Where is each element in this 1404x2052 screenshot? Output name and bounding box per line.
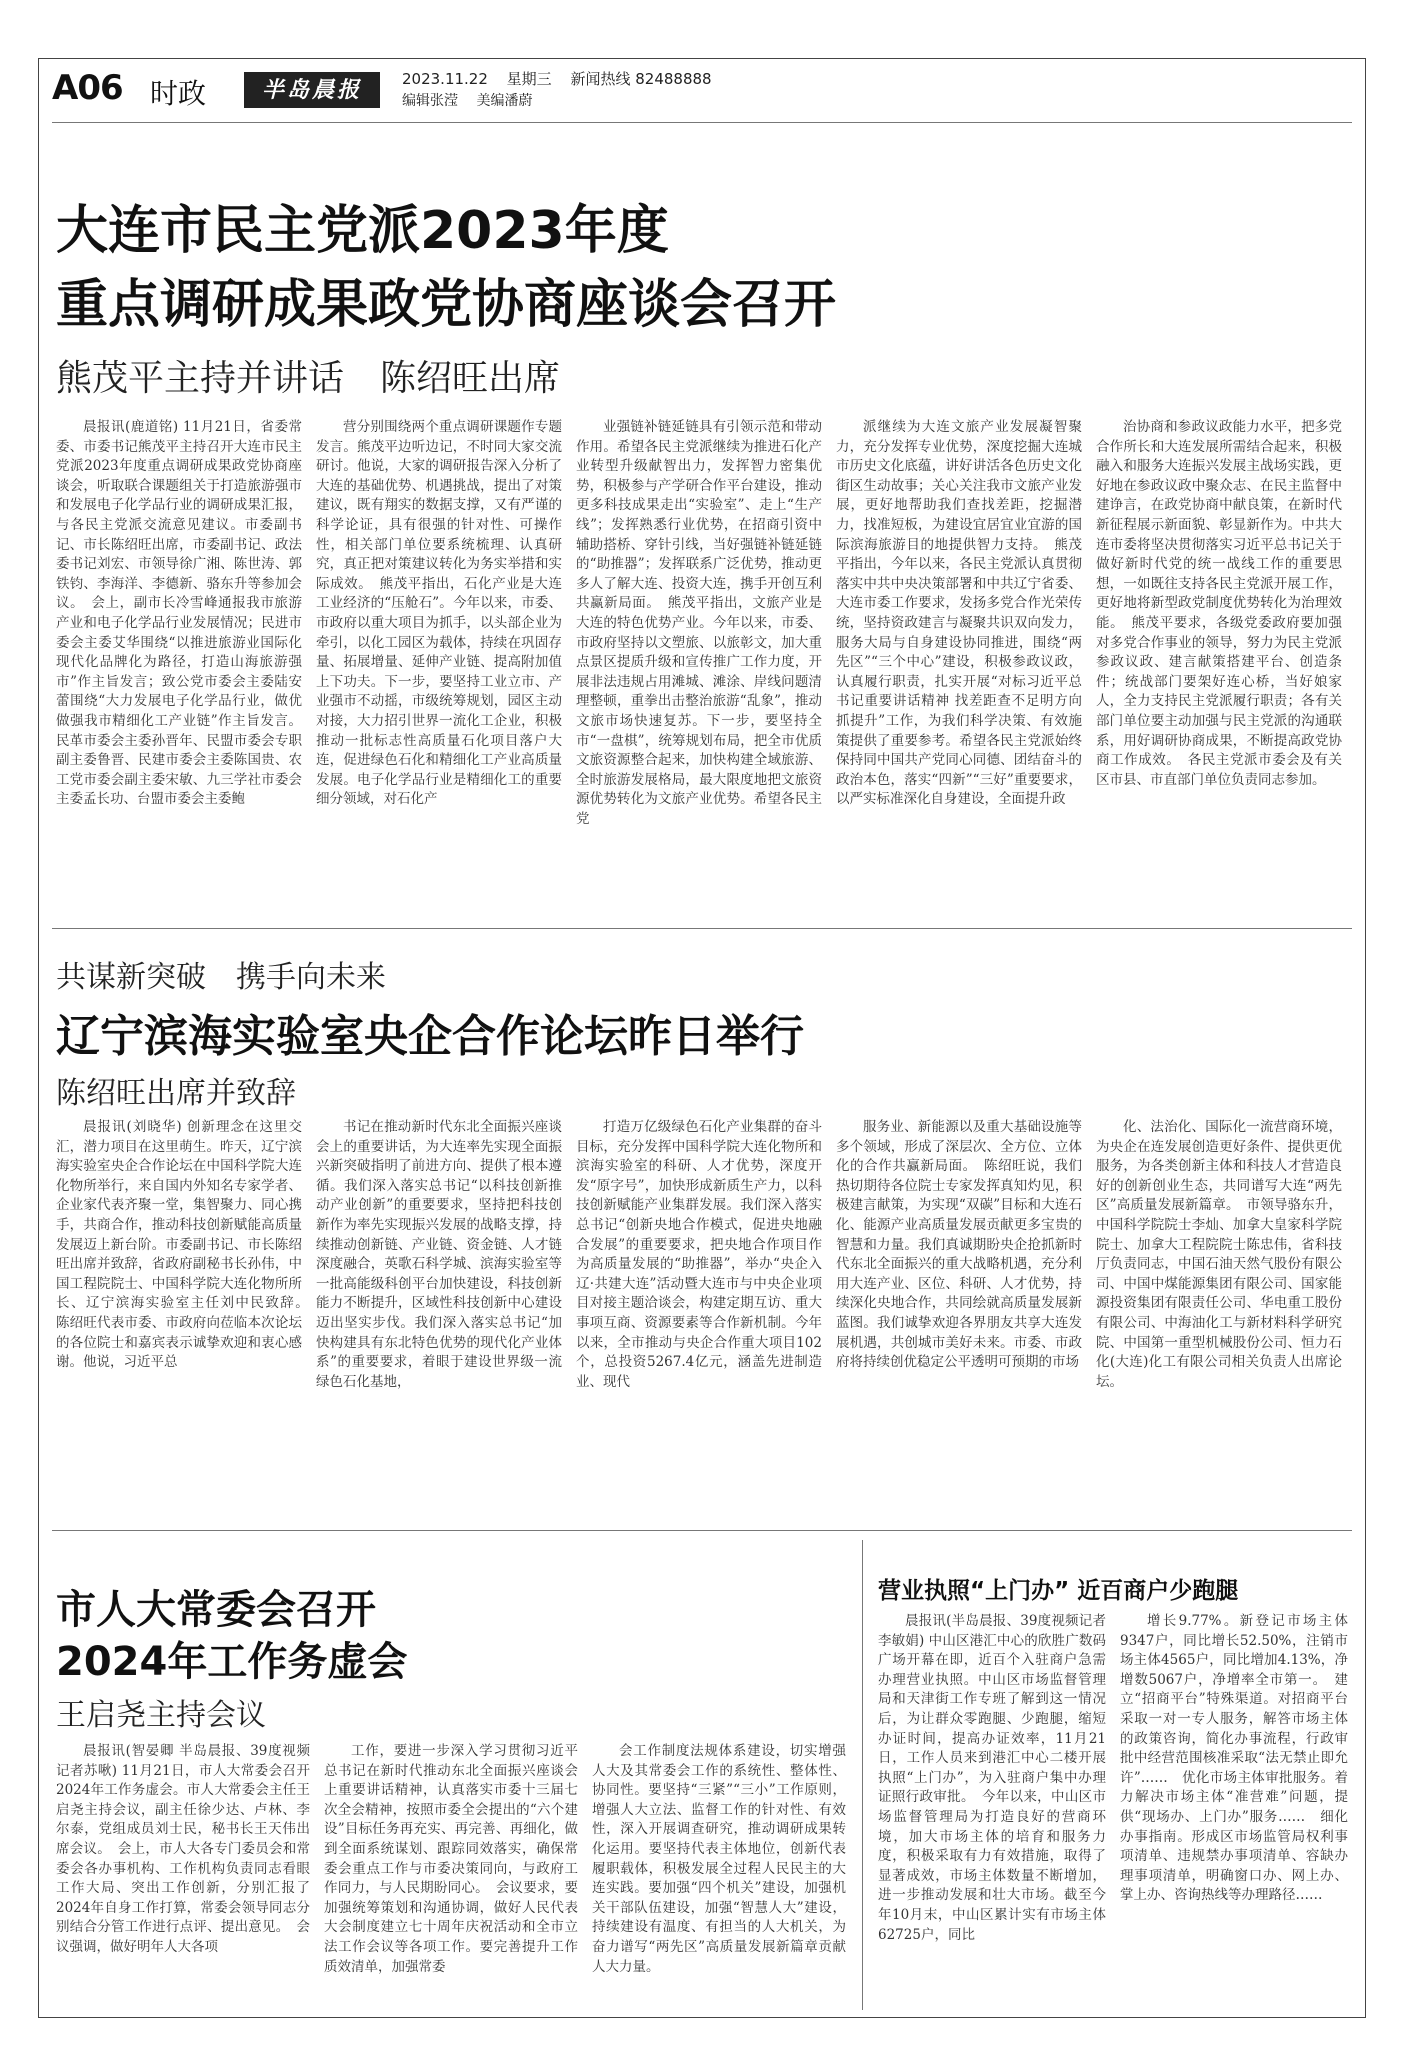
article2-body	[56, 1118, 1348, 1518]
article4-paragraph: 增长9.77%。新登记市场主体9347户，同比增长52.50%，注销市场主体4565户，同比增加4.13%，净增数5067户，净增率全市第一。 建立“招商平台”特殊渠道。对招商平台采取一对一专人服务，解答市场主体的政策咨询，简化办事流程，行政审批中经营范围核准采取“法无禁止即允许”…… 优化市场主体审批服务。着力解决市场主体“准营难”问题，提供“现场办、上门办”服务…… 细化办事指南。形成区市场监管局权利事项清单、违规禁办事项清单、容缺办理事项清单，明确窗口办、网上办、掌上办、咨询热线等办理路径……	[1120, 1613, 1348, 1904]
article2-column	[836, 1118, 1082, 1518]
article1-column	[836, 418, 1082, 908]
article1-paragraph: 治协商和参政议政能力水平，把多党合作所长和大连发展所需结合起来，积极融入和服务大连振兴发展主战场实践，更好地在参政议政中聚众志、在民主监督中建诤言，在政党协商中献良策，在新时代新征程展示新面貌、彰显新作为。中共大连市委将坚决贯彻落实习近平总书记关于做好新时代党的统一战线工作的重要思想，一如既往支持各民主党派开展工作，更好地将新型政党制度优势转化为治理效能。 熊茂平要求，各级党委政府要加强对多党合作事业的领导，努力为民主党派参政议政、建言献策搭建平台、创造条件；统战部门要架好连心桥，当好娘家人，全力支持民主党派履行职责；各有关部门单位要主动加强与民主党派的沟通联系，用好调研协商成果，不断提高政党协商工作成效。 各民主党派市委会及有关区市县、市直部门单位负责同志参加。	[1096, 419, 1342, 788]
article3-body	[56, 1742, 846, 2008]
article3-title-line2: 2024年工作务虚会	[56, 1639, 408, 1685]
article4-column	[1120, 1612, 1348, 2008]
article3-column	[56, 1742, 310, 2008]
masthead	[52, 66, 1352, 118]
editor-credit: 编辑张滢	[402, 93, 458, 109]
masthead-rule	[52, 122, 1352, 123]
article1-title-line1: 大连市民主党派2023年度	[56, 201, 669, 261]
article2-paragraph: 书记在推动新时代东北全面振兴座谈会上的重要讲话，为大连率先实现全面振兴新突破指明了前进方向、提供了根本遵循。我们深入落实总书记“以科技创新推动产业创新”的重要要求，坚持把科技创新作为率先实现振兴发展的战略支撑，持续推动创新链、产业链、资金链、人才链深度融合，英歌石科学城、滨海实验室等一批高能级科创平台加快建设，科技创新能力不断提升，区域性科技创新中心建设迈出坚实步伐。我们深入落实总书记“加快构建具有东北特色优势的现代化产业体系”的重要要求，着眼于建设世界级一流绿色石化基地，	[316, 1119, 562, 1390]
issue-meta	[402, 68, 726, 89]
article4-body	[878, 1612, 1348, 2008]
article1-paragraph: 业强链补链延链具有引领示范和带动作用。希望各民主党派继续为推进石化产业转型升级献智出力，发挥智力密集优势，积极参与产学研合作平台建设，推动更多科技成果走出“实验室”、走上“生产线”；发挥熟悉行业优势，在招商引资中辅助搭桥、穿针引线，当好强链补链延链的“助推器”；发挥联系广泛优势，推动更多人了解大连、投资大连，携手开创互利共赢新局面。 熊茂平指出，文旅产业是大连的特色优势产业。今年以来，市委、市政府坚持以文塑旅、以旅彰文，加大重点景区提质升级和宣传推广工作力度，开展非法违规占用滩城、滩涂、岸线问题清理整顿，重拳出击整治旅游“乱象”，推动文旅市场快速复苏。下一步，要坚持全市“一盘棋”，统筹规划布局，把全市优质文旅资源整合起来，加快构建全域旅游、全时旅游发展格局，最大限度地把文旅资源优势转化为文旅产业优势。希望各民主党	[576, 419, 822, 827]
page-number: A06	[52, 68, 123, 108]
designer-credit: 美编潘蔚	[476, 93, 533, 109]
article3-column	[324, 1742, 578, 2008]
news-hotline: 新闻热线 82488888	[570, 70, 712, 88]
article2-title: 辽宁滨海实验室央企合作论坛昨日举行	[56, 1011, 804, 1062]
issue-weekday: 星期三	[506, 70, 552, 88]
section-name: 时政	[150, 77, 207, 110]
article1-subtitle: 熊茂平主持并讲话 陈绍旺出席	[56, 358, 561, 399]
article1-column	[56, 418, 302, 908]
article4-paragraph: 晨报讯(半岛晨报、39度视频记者李敏娟) 中山区港汇中心的欣胜广数码广场开幕在即，近百个入驻商户急需办理营业执照。中山区市场监督管理局和天津街工作专班了解到这一情况后，为让群众零跑腿、少跑腿，缩短办证时间，提高办证效率，11月21日，工作人员来到港汇中心二楼开展执照“上门办”，为入驻商户集中办理证照行政审批。 今年以来，中山区市场监督管理局为打造良好的营商环境，加大市场主体的培育和服务力度，积极采取有力有效措施，取得了显著成效，市场主体数量不断增加，进一步推动发展和壮大市场。截至今年10月末，中山区累计实有市场主体62725户，同比	[878, 1613, 1106, 1943]
article1-body	[56, 418, 1348, 908]
article2-kicker: 共谋新突破 携手向未来	[56, 960, 386, 995]
article1-paragraph: 派继续为大连文旅产业发展凝智聚力，充分发挥专业优势，深度挖掘大连城市历史文化底蕴，讲好讲活各色历史文化街区生动故事；关心关注我市文旅产业发展，更好地帮助我们查找差距，挖掘潜力，找准短板，为建设宜居宜业宜游的国际滨海旅游目的地提供智力支持。 熊茂平指出，今年以来，各民主党派认真贯彻落实中共中央决策部署和中共辽宁省委、大连市委工作要求，发扬多党合作光荣传统，坚持资政建言与凝聚共识双向发力，服务大局与自身建设协同推进，围绕“两先区”“三个中心”建设，积极参政议政，认真履行职责，扎实开展“对标习近平总书记重要讲话精神 找差距查不足明方向抓提升”工作，为我们科学决策、有效施策提供了重要参考。希望各民主党派始终保持同中国共产党同心同德、团结奋斗的政治本色，落实“四新”“三好”重要要求，以严实标准深化自身建设，全面提升政	[836, 419, 1082, 808]
article4-column	[878, 1612, 1106, 2008]
article3-subtitle: 王启尧主持会议	[56, 1698, 266, 1733]
article2-paragraph: 服务业、新能源以及重大基础设施等多个领域，形成了深层次、全方位、立体化的合作共赢新局面。 陈绍旺说，我们热切期待各位院士专家发挥真知灼见，积极建言献策，为实现“双碳”目标和大连石化、能源产业高质量发展贡献更多宝贵的智慧和力量。我们真诚期盼央企抢抓新时代东北全面振兴的重大战略机遇，充分利用大连产业、区位、科研、人才优势，持续深化央地合作，共同绘就高质量发展新蓝图。我们诚挚欢迎各界朋友共享大连发展机遇，共创城市美好未来。市委、市政府将持续创优稳定公平透明可预期的市场	[836, 1119, 1082, 1371]
article2-column	[56, 1118, 316, 1518]
article2-paragraph: 晨报讯(刘晓华) 创新理念在这里交汇，潜力项目在这里萌生。昨天，辽宁滨海实验室央企合作论坛在中国科学院大连化物所举行，来自国内外知名专家学者、企业家代表齐聚一堂，集智聚力、同心携手，共商合作，推动科技创新赋能高质量发展迈上新台阶。市委副书记、市长陈绍旺出席并致辞，省政府副秘书长孙伟，中国工程院院士、中国科学院大连化物所所长、辽宁滨海实验室主任刘中民致辞。 陈绍旺代表市委、市政府向莅临本次论坛的各位院士和嘉宾表示诚挚欢迎和衷心感谢。他说，习近平总	[56, 1119, 316, 1371]
article2-paragraph: 打造万亿级绿色石化产业集群的奋斗目标，充分发挥中国科学院大连化物所和滨海实验室的科研、人才优势，深度开发“原字号”，加快形成新质生产力，以科技创新赋能产业集群发展。我们深入落实总书记“创新央地合作模式，促进央地融合发展”的重要要求，把央地合作项目作为高质量发展的“助推器”，举办“央企入辽·共建大连”活动暨大连市与中央企业项目对接主题洽谈会，构建定期互访、重大事项互商、资源要素等合作新机制。今年以来，全市推动与央企合作重大项目102个，总投资5267.4亿元，涵盖先进制造业、现代	[576, 1119, 822, 1390]
article1-column	[316, 418, 562, 908]
article2-paragraph: 化、法治化、国际化一流营商环境，为央企在连发展创造更好条件、提供更优服务，为各类创新主体和科技人才营造良好的创新创业生态，共同谱写大连“两先区”高质量发展新篇章。 市领导骆东升，中国科学院院士李灿、加拿大皇家科学院院士、加拿大工程院院士陈忠伟，省科技厅负责同志，中国石油天然气股份有限公司、中国中煤能源集团有限公司、国家能源投资集团有限责任公司、华电重工股份有限公司、中海油化工与新材料科学研究院、中国第一重型机械股份公司、恒力石化(大连)化工有限公司相关负责人出席论坛。	[1096, 1119, 1342, 1390]
article1-title-line2: 重点调研成果政党协商座谈会召开	[56, 275, 837, 335]
article1-paragraph: 晨报讯(鹿道铭) 11月21日，省委常委、市委书记熊茂平主持召开大连市民主党派2023年度重点调研成果政党协商座谈会，听取联合课题组关于打造旅游强市和发展电子化学品行业的调研成果汇报，与各民主党派交流意见建议。市委副书记、市长陈绍旺出席，市委副书记、政法委书记刘宏、市领导徐广湘、陈世涛、郭铁钧、李海洋、李德新、骆东升等参加会议。 会上，副市长冷雪峰通报我市旅游产业和电子化学品行业发展情况；民进市委会主委艾华围绕“以推进旅游业国际化现代化品牌化为路径，打造山海旅游强市”作主旨发言；致公党市委会主委陆安蕾围绕“大力发展电子化学品行业，做优做强我市精细化工产业链”作主旨发言。民革市委会主委孙晋年、民盟市委会专职副主委鲁晋、民建市委会主委陈国贵、农工党市委会副主委宋敏、九三学社市委会主委孟长功、台盟市委会主委鲍	[56, 419, 302, 808]
article1-column	[1096, 418, 1342, 908]
column-rule	[862, 1540, 863, 2010]
article2-column	[1096, 1118, 1342, 1518]
article4-title: 营业执照“上门办” 近百商户少跑腿	[878, 1578, 1239, 1604]
article3-title-line1: 市人大常委会召开	[56, 1587, 376, 1633]
article1-column	[576, 418, 822, 908]
article2-column	[576, 1118, 822, 1518]
article2-column	[316, 1118, 562, 1518]
article3-paragraph: 会工作制度法规体系建设，切实增强人大及其常委会工作的系统性、整体性、协同性。要坚持“三紧”“三小”工作原则，增强人大立法、监督工作的针对性、有效性，深入开展调查研究，推动调研成果转化运用。要坚持代表主体地位，创新代表履职载体，积极发展全过程人民民主的大连实践。要加强“四个机关”建设，加强机关干部队伍建设，加强“智慧人大”建设，持续建设有温度、有担当的人大机关，为奋力谱写“两先区”高质量发展新篇章贡献人大力量。	[592, 1743, 846, 1975]
article2-subtitle: 陈绍旺出席并致辞	[56, 1076, 296, 1111]
article3-column	[592, 1742, 846, 2008]
section-rule	[52, 928, 1352, 929]
article3-paragraph: 晨报讯(智晏卿 半岛晨报、39度视频记者苏啾) 11月21日，市人大常委会召开2024年工作务虚会。市人大常委会主任王启尧主持会议，副主任徐少达、卢林、李尔泰，党组成员刘士民，秘书长王天伟出席会议。 会上，市人大各专门委员会和常委会各办事机构、工作机构负责同志看眼工作大局、突出工作创新，分别汇报了2024年自身工作打算，常委会领导同志分别结合分管工作进行点评、提出意见。 会议强调，做好明年人大各项	[56, 1743, 310, 1955]
article1-paragraph: 营分别围绕两个重点调研课题作专题发言。熊茂平边听边记，不时同大家交流研讨。他说，大家的调研报告深入分析了大连的基础优势、机遇挑战，提出了对策建议，既有翔实的数据支撑，又有严谨的科学论证，具有很强的针对性、可操作性，相关部门单位要系统梳理、认真研究，真正把对策建议转化为务实举措和实际成效。 熊茂平指出，石化产业是大连工业经济的“压舱石”。今年以来，市委、市政府以重大项目为抓手，以头部企业为牵引，以化工园区为载体，持续在巩固存量、拓展增量、延伸产业链、提高附加值上下功夫。下一步，要坚持工业立市、产业强市不动摇，市级统筹规划，园区主动对接，大力招引世界一流化工企业，积极推动一批标志性高质量石化项目落户大连，促进绿色石化和精细化工产业高质量发展。电子化学品行业是精细化工的重要细分领域，对石化产	[316, 419, 562, 808]
section-rule	[52, 1530, 1352, 1531]
issue-date: 2023.11.22	[402, 70, 488, 88]
staff-credits	[402, 90, 546, 110]
newspaper-logo: 半岛晨报	[244, 72, 380, 108]
article3-paragraph: 工作，要进一步深入学习贯彻习近平总书记在新时代推动东北全面振兴座谈会上重要讲话精神，认真落实市委十三届七次全会精神，按照市委全会提出的“六个建设”目标任务再充实、再完善、再细化，做到全面系统谋划、跟踪同效落实，确保常委会重点工作与市委决策同向，与政府工作同力，与人民期盼同心。 会议要求，要加强统筹策划和沟通协调，做好人民代表大会制度建立七十周年庆祝活动和全市立法工作会议等各项工作。要完善提升工作质效清单，加强常委	[324, 1743, 578, 1975]
